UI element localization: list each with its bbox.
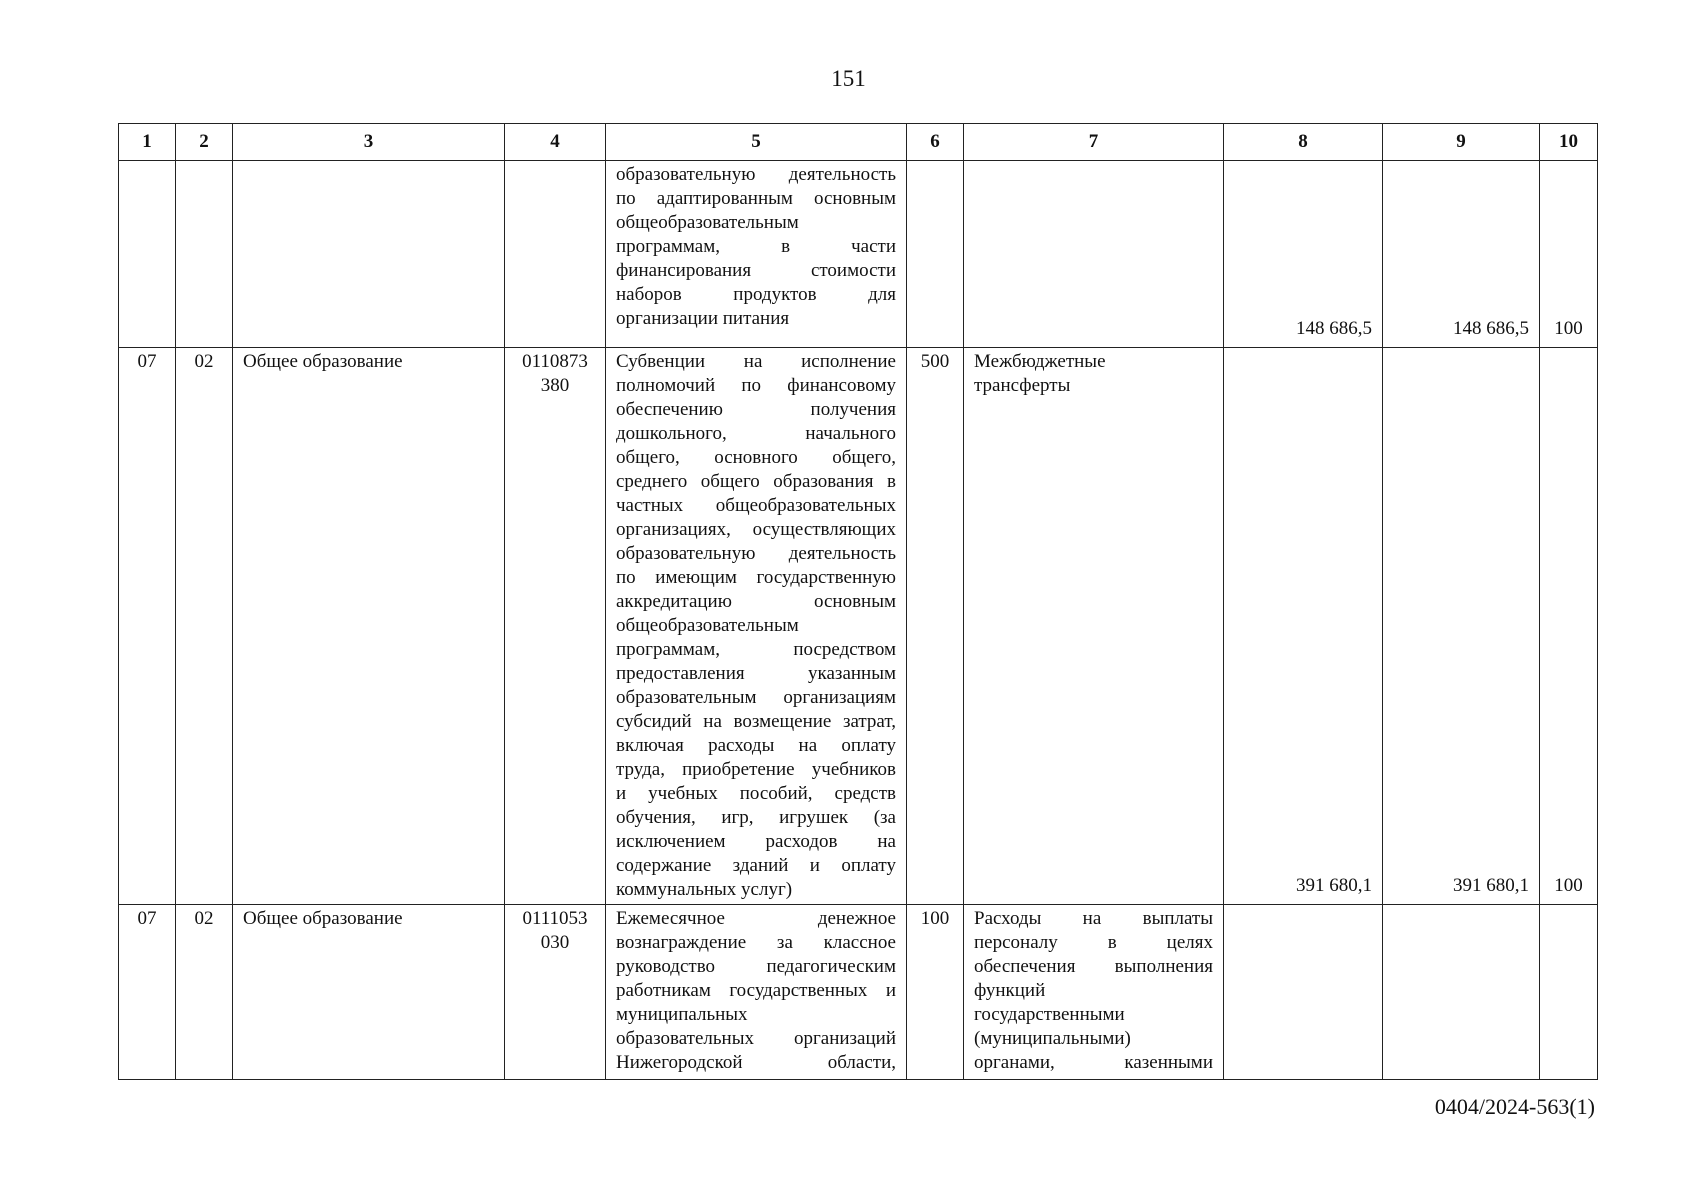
header-col-7: 7 (964, 124, 1224, 161)
header-col-9: 9 (1383, 124, 1540, 161)
cell-name: Общее образование (233, 348, 505, 905)
description-line: Нижегородской области, (616, 1052, 896, 1073)
cell-subsection: 02 (176, 905, 233, 1080)
description-line: обеспечению получения (616, 399, 896, 420)
description-line: организациях, осуществляющих (616, 519, 896, 540)
description-line: общего, основного общего, (616, 447, 896, 468)
cell-expense-name (964, 348, 1224, 905)
description-line: коммунальных услуг) (616, 879, 793, 900)
description-line: вознаграждение за классное (616, 932, 896, 953)
table-row (119, 161, 1598, 348)
cell-description (606, 348, 907, 905)
cell-expense-name (964, 161, 1224, 348)
budget-table (118, 123, 1598, 1080)
header-col-5: 5 (606, 124, 907, 161)
document-code: 0404/2024-563(1) (1434, 1094, 1595, 1119)
header-col-10: 10 (1540, 124, 1598, 161)
cell-target-code (505, 348, 606, 905)
description-line: программам, в части (616, 236, 896, 257)
description-line: дошкольного, начального (616, 423, 896, 444)
cell-section: 07 (119, 905, 176, 1080)
description-line: среднего общего образования в (616, 471, 896, 492)
header-col-2: 2 (176, 124, 233, 161)
description-line: Субвенции на исполнение (616, 351, 896, 372)
cell-name: Общее образование (233, 905, 505, 1080)
description-line: организации питания (616, 308, 790, 329)
table-row (119, 348, 1598, 905)
description-line: предоставления указанным (616, 663, 896, 684)
description-line: руководство педагогическим (616, 956, 896, 977)
expense-name-line: обеспечения выполнения (974, 956, 1213, 977)
cell-name (233, 161, 505, 348)
description-line: программам, посредством (616, 639, 896, 660)
description-line: по имеющим государственную (616, 567, 896, 588)
cell-percent: 100 (1540, 348, 1598, 905)
description-line: содержание зданий и оплату (616, 855, 896, 876)
cell-section: 07 (119, 348, 176, 905)
description-line: полномочий по финансовому (616, 375, 896, 396)
expense-name-line: государственными (974, 1004, 1125, 1025)
description-line: исключением расходов на (616, 831, 896, 852)
description-line: образовательную деятельность (616, 164, 896, 185)
description-line: субсидий на возмещение затрат, (616, 711, 896, 732)
cell-expense-type: 500 (907, 348, 964, 905)
cell-amount-plan: 391 680,1 (1224, 348, 1383, 905)
expense-name-line: Расходы на выплаты (974, 908, 1213, 929)
header-col-6: 6 (907, 124, 964, 161)
description-line: труда, приобретение учебников (616, 759, 896, 780)
cell-amount-actual: 391 680,1 (1383, 348, 1540, 905)
cell-expense-type (907, 161, 964, 348)
description-line: частных общеобразовательных (616, 495, 896, 516)
description-line: муниципальных (616, 1004, 748, 1025)
cell-target-code (505, 161, 606, 348)
cell-percent (1540, 905, 1598, 1080)
cell-expense-type: 100 (907, 905, 964, 1080)
cell-amount-actual: 148 686,5 (1383, 161, 1540, 348)
expense-name-line: Межбюджетные (974, 351, 1106, 372)
cell-description (606, 905, 907, 1080)
description-line: наборов продуктов для (616, 284, 896, 305)
description-line: по адаптированным основным (616, 188, 896, 209)
description-line: обучения, игр, игрушек (за (616, 807, 896, 828)
header-col-1: 1 (119, 124, 176, 161)
cell-section (119, 161, 176, 348)
cell-subsection: 02 (176, 348, 233, 905)
target-code-line: 380 (540, 375, 570, 396)
header-col-8: 8 (1224, 124, 1383, 161)
expense-name-line: функций (974, 980, 1046, 1001)
expense-name-line: трансферты (974, 375, 1071, 396)
cell-amount-plan: 148 686,5 (1224, 161, 1383, 348)
header-col-4: 4 (505, 124, 606, 161)
description-line: работникам государственных и (616, 980, 896, 1001)
description-line: Ежемесячное денежное (616, 908, 896, 929)
cell-amount-actual (1383, 905, 1540, 1080)
cell-amount-plan (1224, 905, 1383, 1080)
description-line: образовательных организаций (616, 1028, 896, 1049)
header-row (119, 124, 1598, 161)
expense-name-line: (муниципальными) (974, 1028, 1131, 1049)
header-col-3: 3 (233, 124, 505, 161)
description-line: общеобразовательным (616, 615, 799, 636)
cell-expense-name (964, 905, 1224, 1080)
cell-description (606, 161, 907, 348)
description-line: общеобразовательным (616, 212, 799, 233)
target-code-line: 0110873 (522, 351, 588, 372)
description-line: и учебных пособий, средств (616, 783, 896, 804)
cell-subsection (176, 161, 233, 348)
description-line: включая расходы на оплату (616, 735, 896, 756)
expense-name-line: органами, казенными (974, 1052, 1213, 1073)
cell-target-code (505, 905, 606, 1080)
description-line: образовательным организациям (616, 687, 896, 708)
cell-percent: 100 (1540, 161, 1598, 348)
page-number: 151 (831, 66, 866, 91)
description-line: образовательную деятельность (616, 543, 896, 564)
description-line: аккредитацию основным (616, 591, 896, 612)
description-line: финансирования стоимости (616, 260, 896, 281)
target-code-line: 0111053 (522, 908, 588, 929)
expense-name-line: персоналу в целях (974, 932, 1213, 953)
table-row (119, 905, 1598, 1080)
target-code-line: 030 (540, 932, 570, 953)
